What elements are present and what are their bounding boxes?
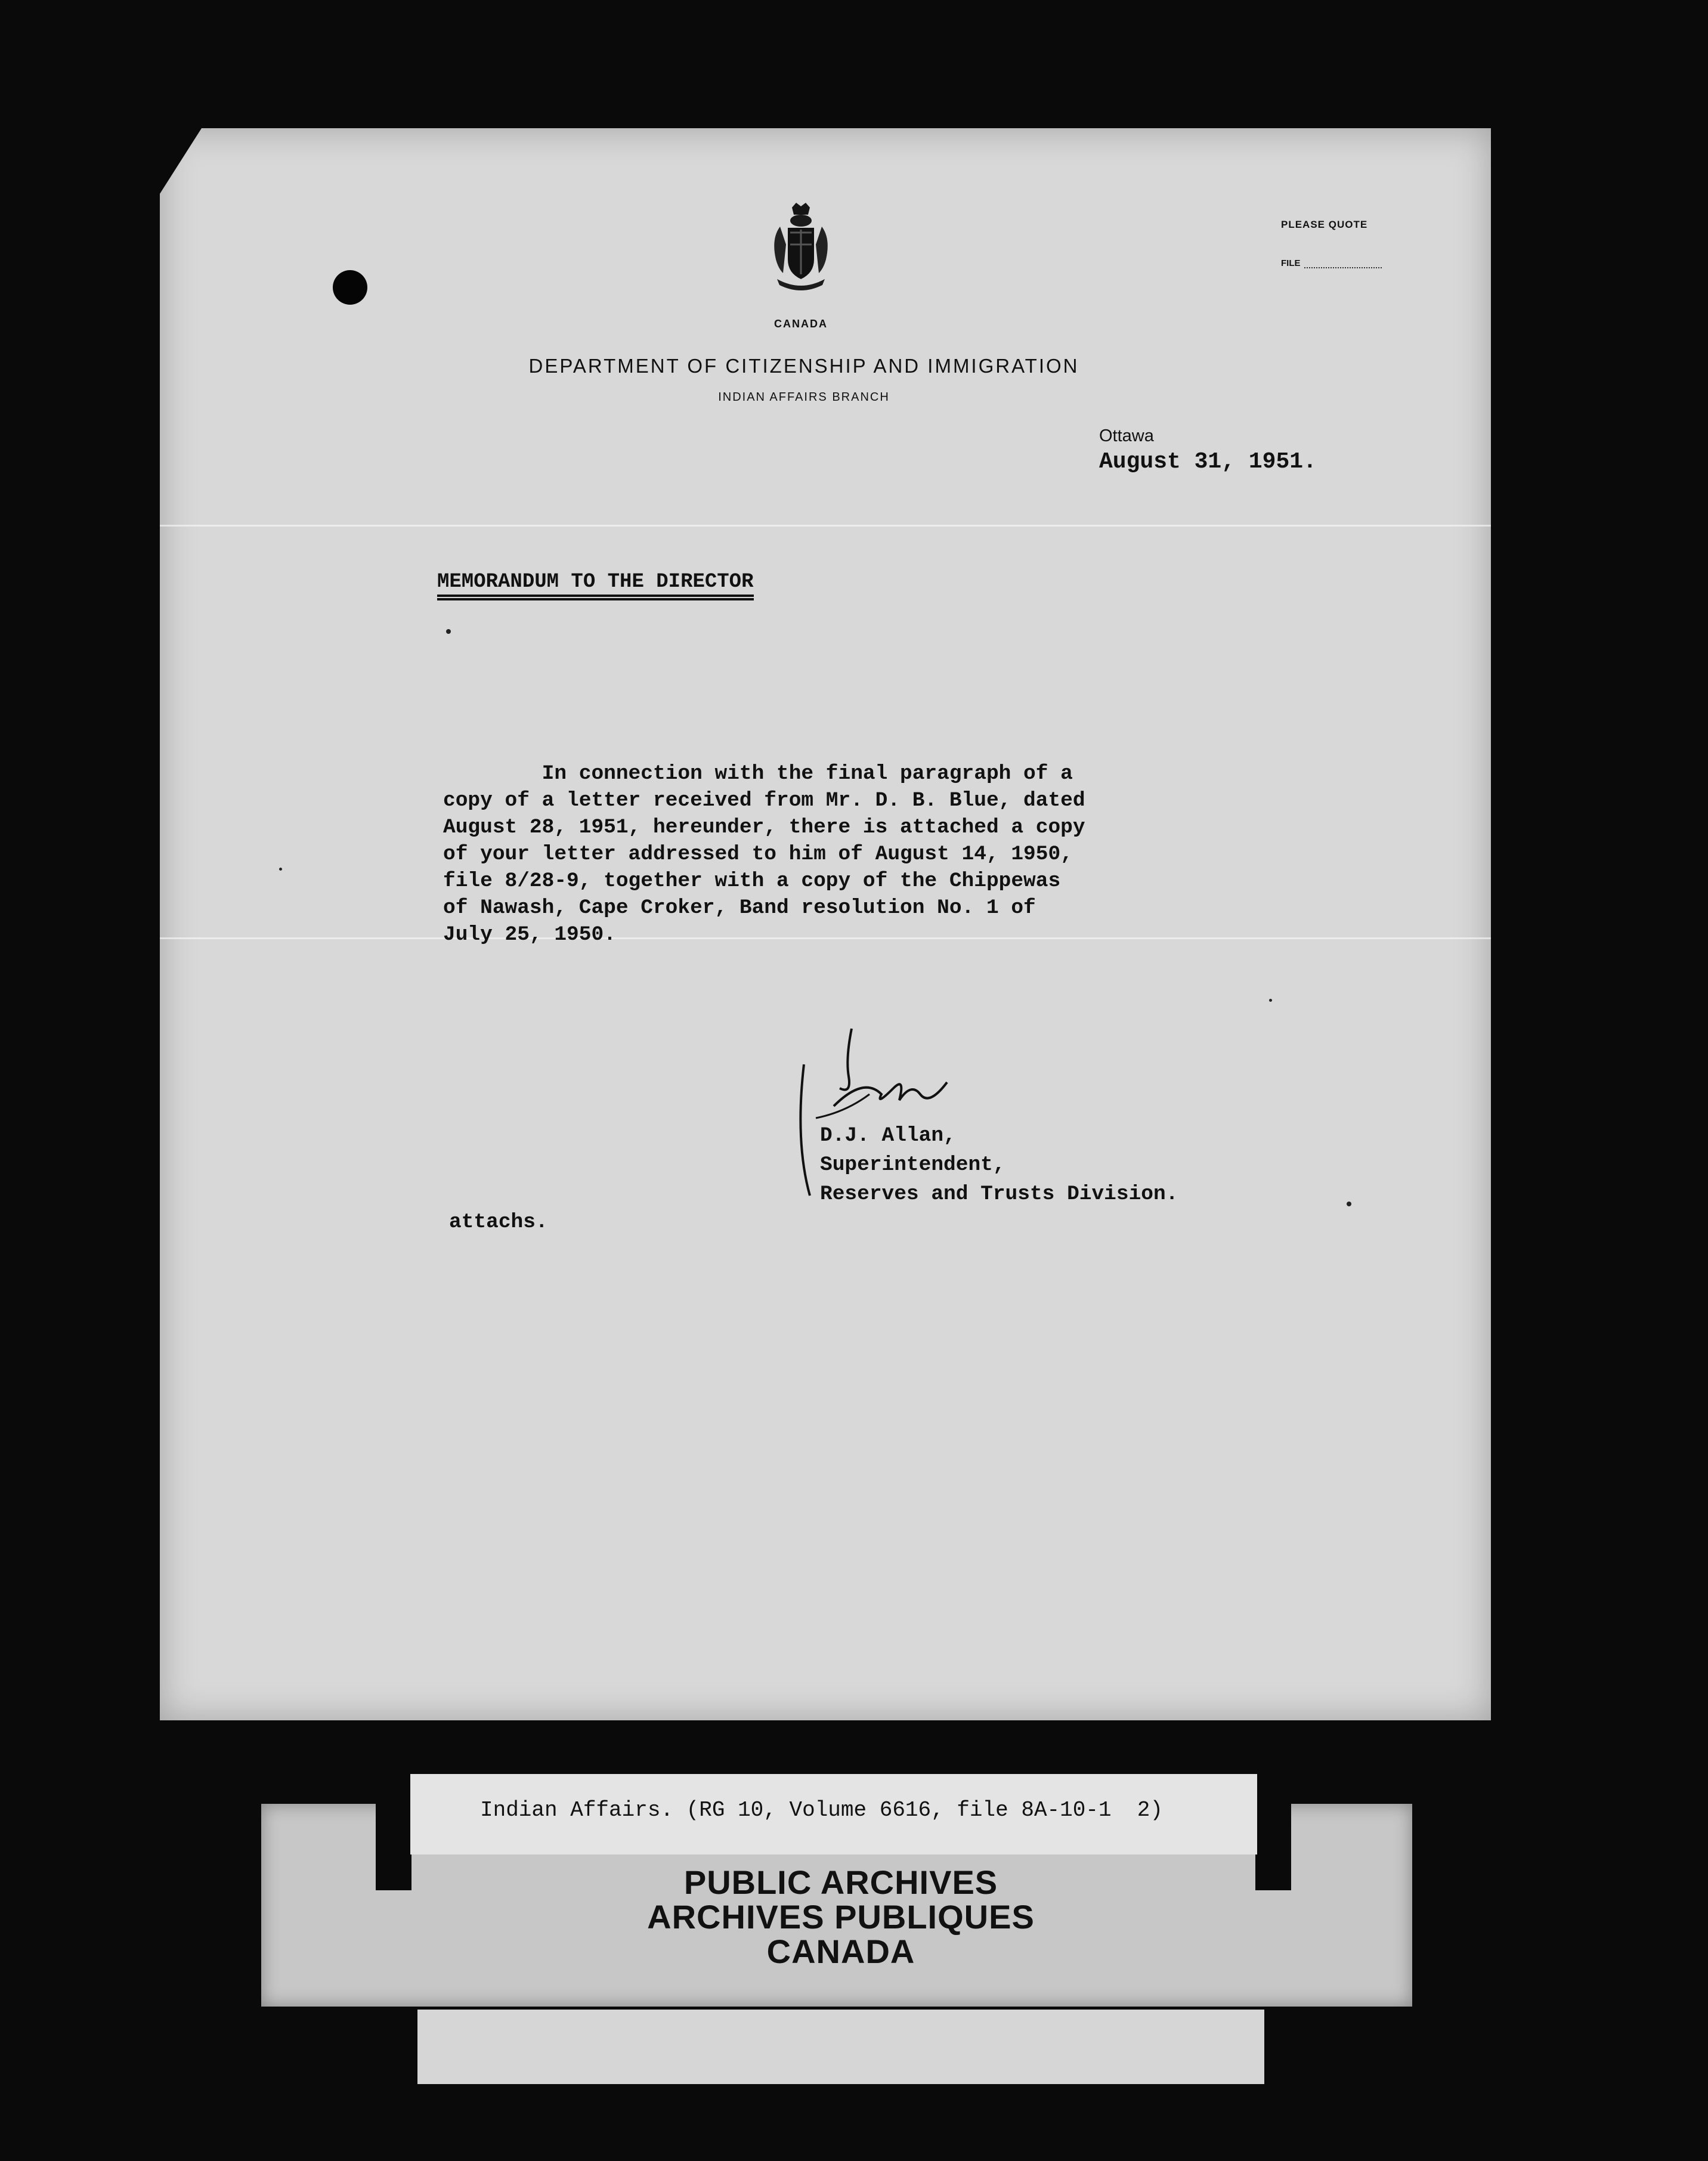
file-reference-field (1281, 258, 1382, 268)
branch-name: INDIAN AFFAIRS BRANCH (718, 391, 890, 404)
archive-stamp-line2: ARCHIVES PUBLIQUES (647, 1898, 1035, 1936)
archive-stamp-line3: CANADA (766, 1933, 915, 1970)
department-name: DEPARTMENT OF CITIZENSHIP AND IMMIGRATION (528, 355, 1079, 377)
letter-date: August 31, 1951. (1099, 449, 1317, 475)
canada-coat-of-arms-icon (765, 203, 837, 292)
place-name: Ottawa (1099, 426, 1154, 445)
archive-bottom-card (417, 2010, 1264, 2084)
archive-stamp (417, 1865, 1264, 1969)
archive-stamp-line1: PUBLIC ARCHIVES (683, 1863, 998, 1901)
enclosure-note: attachs. (449, 1210, 548, 1234)
archive-reference: Indian Affairs. (RG 10, Volume 6616, file 8A-10-1 2) (480, 1798, 1163, 1822)
signatory-name: D.J. Allan, (820, 1124, 956, 1147)
memo-body: In connection with the final paragraph of a copy of a letter received from Mr. D. B. Blue, dated August 28, 1951, hereunder, there is attached a copy of your letter addressed to him of August 14, 1950, file 8/28-9, together with a copy of the Chippewas of Nawash, Cape Croker, Band resolution No. 1 of July 25, 1950. (443, 762, 1085, 946)
file-blank-line (1304, 267, 1382, 268)
signatory-division: Reserves and Trusts Division. (820, 1182, 1178, 1206)
folded-corner (160, 128, 202, 194)
letter-page (160, 128, 1491, 1720)
file-label: FILE (1281, 258, 1301, 268)
please-quote-label: PLEASE QUOTE (1281, 219, 1368, 230)
punch-hole (333, 270, 367, 305)
fold-line-top (160, 525, 1491, 527)
signatory-title: Superintendent, (820, 1153, 1005, 1177)
country-label: CANADA (774, 318, 828, 330)
label-slot-left (376, 1804, 411, 1890)
memo-heading: MEMORANDUM TO THE DIRECTOR (437, 571, 754, 597)
signatory-block (820, 1121, 1178, 1209)
